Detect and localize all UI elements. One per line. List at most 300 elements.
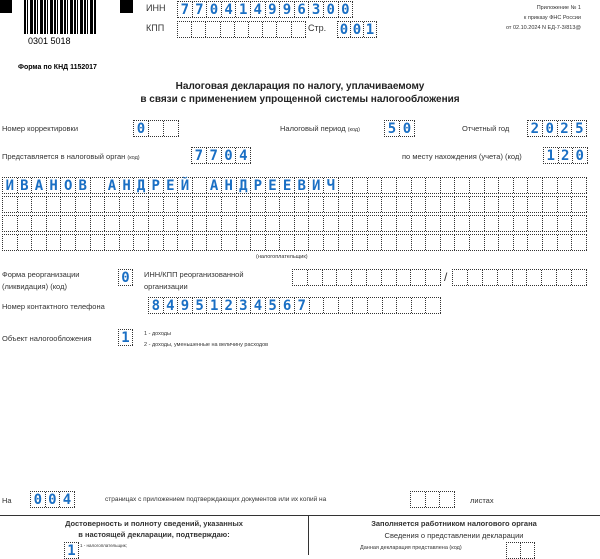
char-cell: В [295,178,310,193]
taxpayer-line-4[interactable] [2,234,587,251]
char-cell [32,197,47,212]
correction-label: Номер корректировки [2,124,79,133]
char-cell [368,298,383,313]
char-cell [105,197,120,212]
right-title: Заполняется работником налогового органа [371,519,537,528]
char-cell: 7 [178,2,193,17]
char-cell [47,235,62,250]
char-cell: 0 [222,148,237,163]
char-cell [164,197,179,212]
char-cell [149,197,164,212]
phone-label: Номер контактного телефона [2,302,105,311]
char-cell [178,235,193,250]
char-cell [237,197,252,212]
char-cell [397,216,412,231]
char-cell [339,178,354,193]
char-cell: А [105,178,120,193]
form-code: Форма по КНД 1152017 [18,64,97,71]
char-cell: 7 [192,148,207,163]
char-cell [266,235,281,250]
char-cell: 9 [178,298,193,313]
char-cell [383,298,398,313]
char-cell [426,197,441,212]
char-cell [323,270,338,285]
inn-label: ИНН [146,3,166,13]
char-cell: 4 [236,148,251,163]
char-cell [572,235,587,250]
char-cell [353,235,368,250]
char-cell [514,216,529,231]
char-cell [295,197,310,212]
char-cell [293,270,308,285]
char-cell [18,216,33,231]
char-cell: 4 [251,2,266,17]
char-cell [308,270,323,285]
char-cell: Й [178,178,193,193]
char-cell [178,216,193,231]
char-cell [382,197,397,212]
char-cell: Д [134,178,149,193]
char-cell [412,235,427,250]
char-cell [309,216,324,231]
char-cell [514,178,529,193]
authority-suffix: (код) [127,155,140,161]
char-cell [263,22,277,37]
char-cell: В [18,178,33,193]
taxpayer-line-3[interactable] [2,215,587,232]
char-cell: 7 [193,2,208,17]
kpp-field[interactable] [177,21,306,38]
char-cell: В [76,178,91,193]
barcode [24,0,96,34]
char-cell [397,235,412,250]
char-cell [91,178,106,193]
taxpayer-caption: (налогоплательщик) [256,254,308,260]
appendix-line: от 02.10.2024 N ЕД-7-3/813@ [505,25,581,31]
inn-field[interactable] [177,1,353,18]
char-cell: 4 [164,298,179,313]
char-cell [353,216,368,231]
char-cell [3,216,18,231]
pages-text: страницах с приложением подтверждающих документов или их копий на [105,496,327,503]
char-cell: Е [266,178,281,193]
char-cell [440,492,455,507]
char-cell [353,298,368,313]
char-cell [543,216,558,231]
char-cell [455,235,470,250]
char-cell [353,178,368,193]
char-cell [164,235,179,250]
char-cell [91,216,106,231]
char-cell [309,197,324,212]
taxpayer-line-1[interactable] [2,177,587,194]
char-cell [337,270,352,285]
char-cell [309,235,324,250]
year-field[interactable] [527,120,587,137]
char-cell: 0 [573,148,588,163]
char-cell: 1 [119,330,133,345]
char-cell [292,22,306,37]
char-cell [47,216,62,231]
char-cell: 0 [400,121,415,136]
char-cell: 3 [309,2,324,17]
char-cell [382,178,397,193]
char-cell [514,197,529,212]
char-cell [277,22,291,37]
char-cell [499,216,514,231]
doc-title: Налоговая декларация по налогу, уплачиваемому [175,81,425,92]
char-cell: 9 [266,2,281,17]
char-cell [76,216,91,231]
char-cell [193,216,208,231]
char-cell [339,197,354,212]
char-cell: Н [222,178,237,193]
char-cell: 0 [543,121,558,136]
right-field-label: Данная декларация представлена (код) [360,545,462,551]
char-cell [426,270,441,285]
char-cell [455,216,470,231]
char-cell [18,197,33,212]
sheets-field[interactable] [410,491,455,508]
char-cell: 7 [207,148,222,163]
char-cell [528,178,543,193]
char-cell [397,270,412,285]
phone-field[interactable] [148,297,441,314]
char-cell [441,235,456,250]
char-cell [251,197,266,212]
char-cell [412,216,427,231]
char-cell [295,216,310,231]
char-cell [178,197,193,212]
reorg-inn-label: организации [144,282,188,291]
char-cell [426,178,441,193]
char-cell [470,216,485,231]
char-cell [353,197,368,212]
char-cell [91,197,106,212]
char-cell [397,298,412,313]
page-field[interactable] [337,21,377,38]
authority-field[interactable] [191,147,251,164]
char-cell [455,197,470,212]
char-cell [105,235,120,250]
char-cell [61,216,76,231]
char-cell: Ч [324,178,339,193]
char-cell [368,235,383,250]
char-cell [310,298,325,313]
char-cell: А [207,178,222,193]
char-cell: Н [47,178,62,193]
char-cell: 2 [558,121,573,136]
char-cell [468,270,483,285]
char-cell [426,235,441,250]
char-cell: 6 [295,2,310,17]
char-cell: Н [120,178,135,193]
char-cell [105,216,120,231]
char-cell [237,216,252,231]
char-cell [514,235,529,250]
char-cell [470,178,485,193]
char-cell [485,216,500,231]
taxpayer-line-2[interactable] [2,196,587,213]
char-cell [324,235,339,250]
char-cell [32,216,47,231]
char-cell [499,197,514,212]
char-cell: 1 [65,543,79,558]
char-cell: А [32,178,47,193]
char-cell: 0 [134,121,149,136]
char-cell [382,216,397,231]
char-cell [134,197,149,212]
char-cell: 9 [280,2,295,17]
left-title: Достоверность и полноту сведений, указанных [65,519,243,528]
char-cell [76,235,91,250]
char-cell [368,178,383,193]
char-cell [499,235,514,250]
slash: / [444,270,448,284]
char-cell [76,197,91,212]
char-cell [120,216,135,231]
char-cell [164,121,179,136]
char-cell [207,197,222,212]
char-cell [149,235,164,250]
char-cell [528,235,543,250]
char-cell [528,197,543,212]
char-cell [558,197,573,212]
char-cell: 1 [364,22,377,37]
period-label [280,124,360,133]
reorg-field[interactable] [118,269,133,286]
char-cell [207,235,222,250]
char-cell: 0 [324,2,339,17]
char-cell [324,197,339,212]
char-cell [455,178,470,193]
char-cell: 5 [385,121,400,136]
char-cell: 0 [351,22,364,37]
char-cell [149,216,164,231]
char-cell: 5 [266,298,281,313]
char-cell: 0 [46,492,61,507]
char-cell [324,216,339,231]
authority-label-text: Представляется в налоговый орган [2,152,126,161]
page-label: Стр. [308,23,327,33]
reorg-kpp-field[interactable] [452,269,587,286]
char-cell: 5 [572,121,587,136]
char-cell [572,216,587,231]
char-cell [47,197,62,212]
char-cell [470,197,485,212]
char-cell [193,235,208,250]
char-cell [542,270,557,285]
char-cell: О [61,178,76,193]
pages-prefix: На [2,496,12,505]
char-cell [3,197,18,212]
char-cell [339,298,354,313]
char-cell: И [3,178,18,193]
correction-field[interactable] [133,120,179,137]
char-cell [412,298,427,313]
char-cell [441,197,456,212]
char-cell: 4 [222,2,237,17]
char-cell: 8 [149,298,164,313]
char-cell [426,216,441,231]
char-cell [280,216,295,231]
char-cell [483,270,498,285]
char-cell: 5 [193,298,208,313]
char-cell [543,178,558,193]
char-cell [266,197,281,212]
char-cell [324,298,339,313]
location-label: по месту нахождения (учета) (код) [402,152,522,161]
char-cell: 0 [338,22,351,37]
object-label: Объект налогообложения [2,334,92,343]
char-cell [513,270,528,285]
char-cell [382,235,397,250]
period-suffix: (код) [347,127,360,133]
char-cell: 4 [60,492,75,507]
char-cell [528,216,543,231]
char-cell [382,270,397,285]
char-cell [368,216,383,231]
char-cell [120,235,135,250]
char-cell [61,197,76,212]
char-cell [426,492,441,507]
pages-field[interactable] [30,491,75,508]
object-option: 2 - доходы, уменьшенные на величину расходов [144,342,269,348]
char-cell [397,178,412,193]
char-cell [237,235,252,250]
authority-label [2,152,140,161]
char-cell [221,22,235,37]
year-label: Отчетный год [462,124,510,133]
char-cell: Д [237,178,252,193]
char-cell: Р [149,178,164,193]
char-cell [485,178,500,193]
char-cell [222,235,237,250]
char-cell: Е [280,178,295,193]
char-cell [280,235,295,250]
char-cell [249,22,263,37]
char-cell [222,216,237,231]
char-cell [441,178,456,193]
char-cell [134,216,149,231]
reorg-inn-label: ИНН/КПП реорганизованной [144,270,244,279]
char-cell [470,235,485,250]
appendix-line: к приказу ФНС России [523,15,581,21]
char-cell [558,235,573,250]
char-cell [397,197,412,212]
char-cell [206,22,220,37]
appendix-line: Приложение № 1 [536,5,581,11]
object-option: 1 - доходы [144,331,171,337]
char-cell [543,235,558,250]
right-subtitle: Сведения о представлении декларации [384,531,524,540]
location-field[interactable] [543,147,588,164]
char-cell [498,270,513,285]
char-cell [411,270,426,285]
char-cell [178,22,192,37]
reorg-label: Форма реорганизации [2,270,80,279]
char-cell [251,235,266,250]
char-cell: 1 [207,298,222,313]
char-cell [192,22,206,37]
char-cell [558,216,573,231]
char-cell [134,235,149,250]
char-cell [558,178,573,193]
char-cell [453,270,468,285]
barcode-number: 0301 5018 [28,36,71,46]
corner-marker [120,0,133,13]
char-cell: 0 [119,270,133,285]
char-cell [266,216,281,231]
char-cell: 0 [339,2,354,17]
char-cell [572,178,587,193]
char-cell [207,216,222,231]
char-cell [485,197,500,212]
char-cell [32,235,47,250]
char-cell [557,270,572,285]
char-cell [572,197,587,212]
char-cell [352,270,367,285]
char-cell [485,235,500,250]
char-cell [193,178,208,193]
doc-title: в связи с применением упрощенной системы налогообложения [140,94,460,105]
char-cell [367,270,382,285]
char-cell [411,492,426,507]
char-cell [412,178,427,193]
char-cell: 1 [544,148,559,163]
char-cell [295,235,310,250]
char-cell [499,178,514,193]
period-field[interactable] [384,120,415,137]
char-cell: И [309,178,324,193]
sheets-suffix: листах [470,496,494,505]
kpp-label: КПП [146,23,165,33]
char-cell [61,235,76,250]
char-cell [412,197,427,212]
char-cell [120,197,135,212]
char-cell [222,197,237,212]
divider [0,515,600,516]
char-cell: 3 [237,298,252,313]
reorg-inn-field[interactable] [292,269,441,286]
char-cell [3,235,18,250]
char-cell: Р [251,178,266,193]
char-cell: 2 [559,148,574,163]
signer-option: 1 - налогоплательщик; [80,543,127,548]
char-cell: 6 [280,298,295,313]
char-cell [441,216,456,231]
char-cell [426,298,441,313]
char-cell [251,216,266,231]
reorg-label: (ликвидация) (код) [2,282,67,291]
char-cell: 1 [236,2,251,17]
char-cell [572,270,587,285]
period-label-text: Налоговый период [280,124,346,133]
char-cell [543,197,558,212]
char-cell: 4 [251,298,266,313]
left-title: в настоящей декларации, подтверждаю: [78,530,230,539]
char-cell [18,235,33,250]
char-cell: 7 [295,298,310,313]
char-cell [193,197,208,212]
char-cell: 2 [222,298,237,313]
char-cell [235,22,249,37]
char-cell [149,121,164,136]
char-cell [339,235,354,250]
corner-marker [0,0,12,13]
object-field[interactable] [118,329,133,346]
char-cell: 0 [31,492,46,507]
